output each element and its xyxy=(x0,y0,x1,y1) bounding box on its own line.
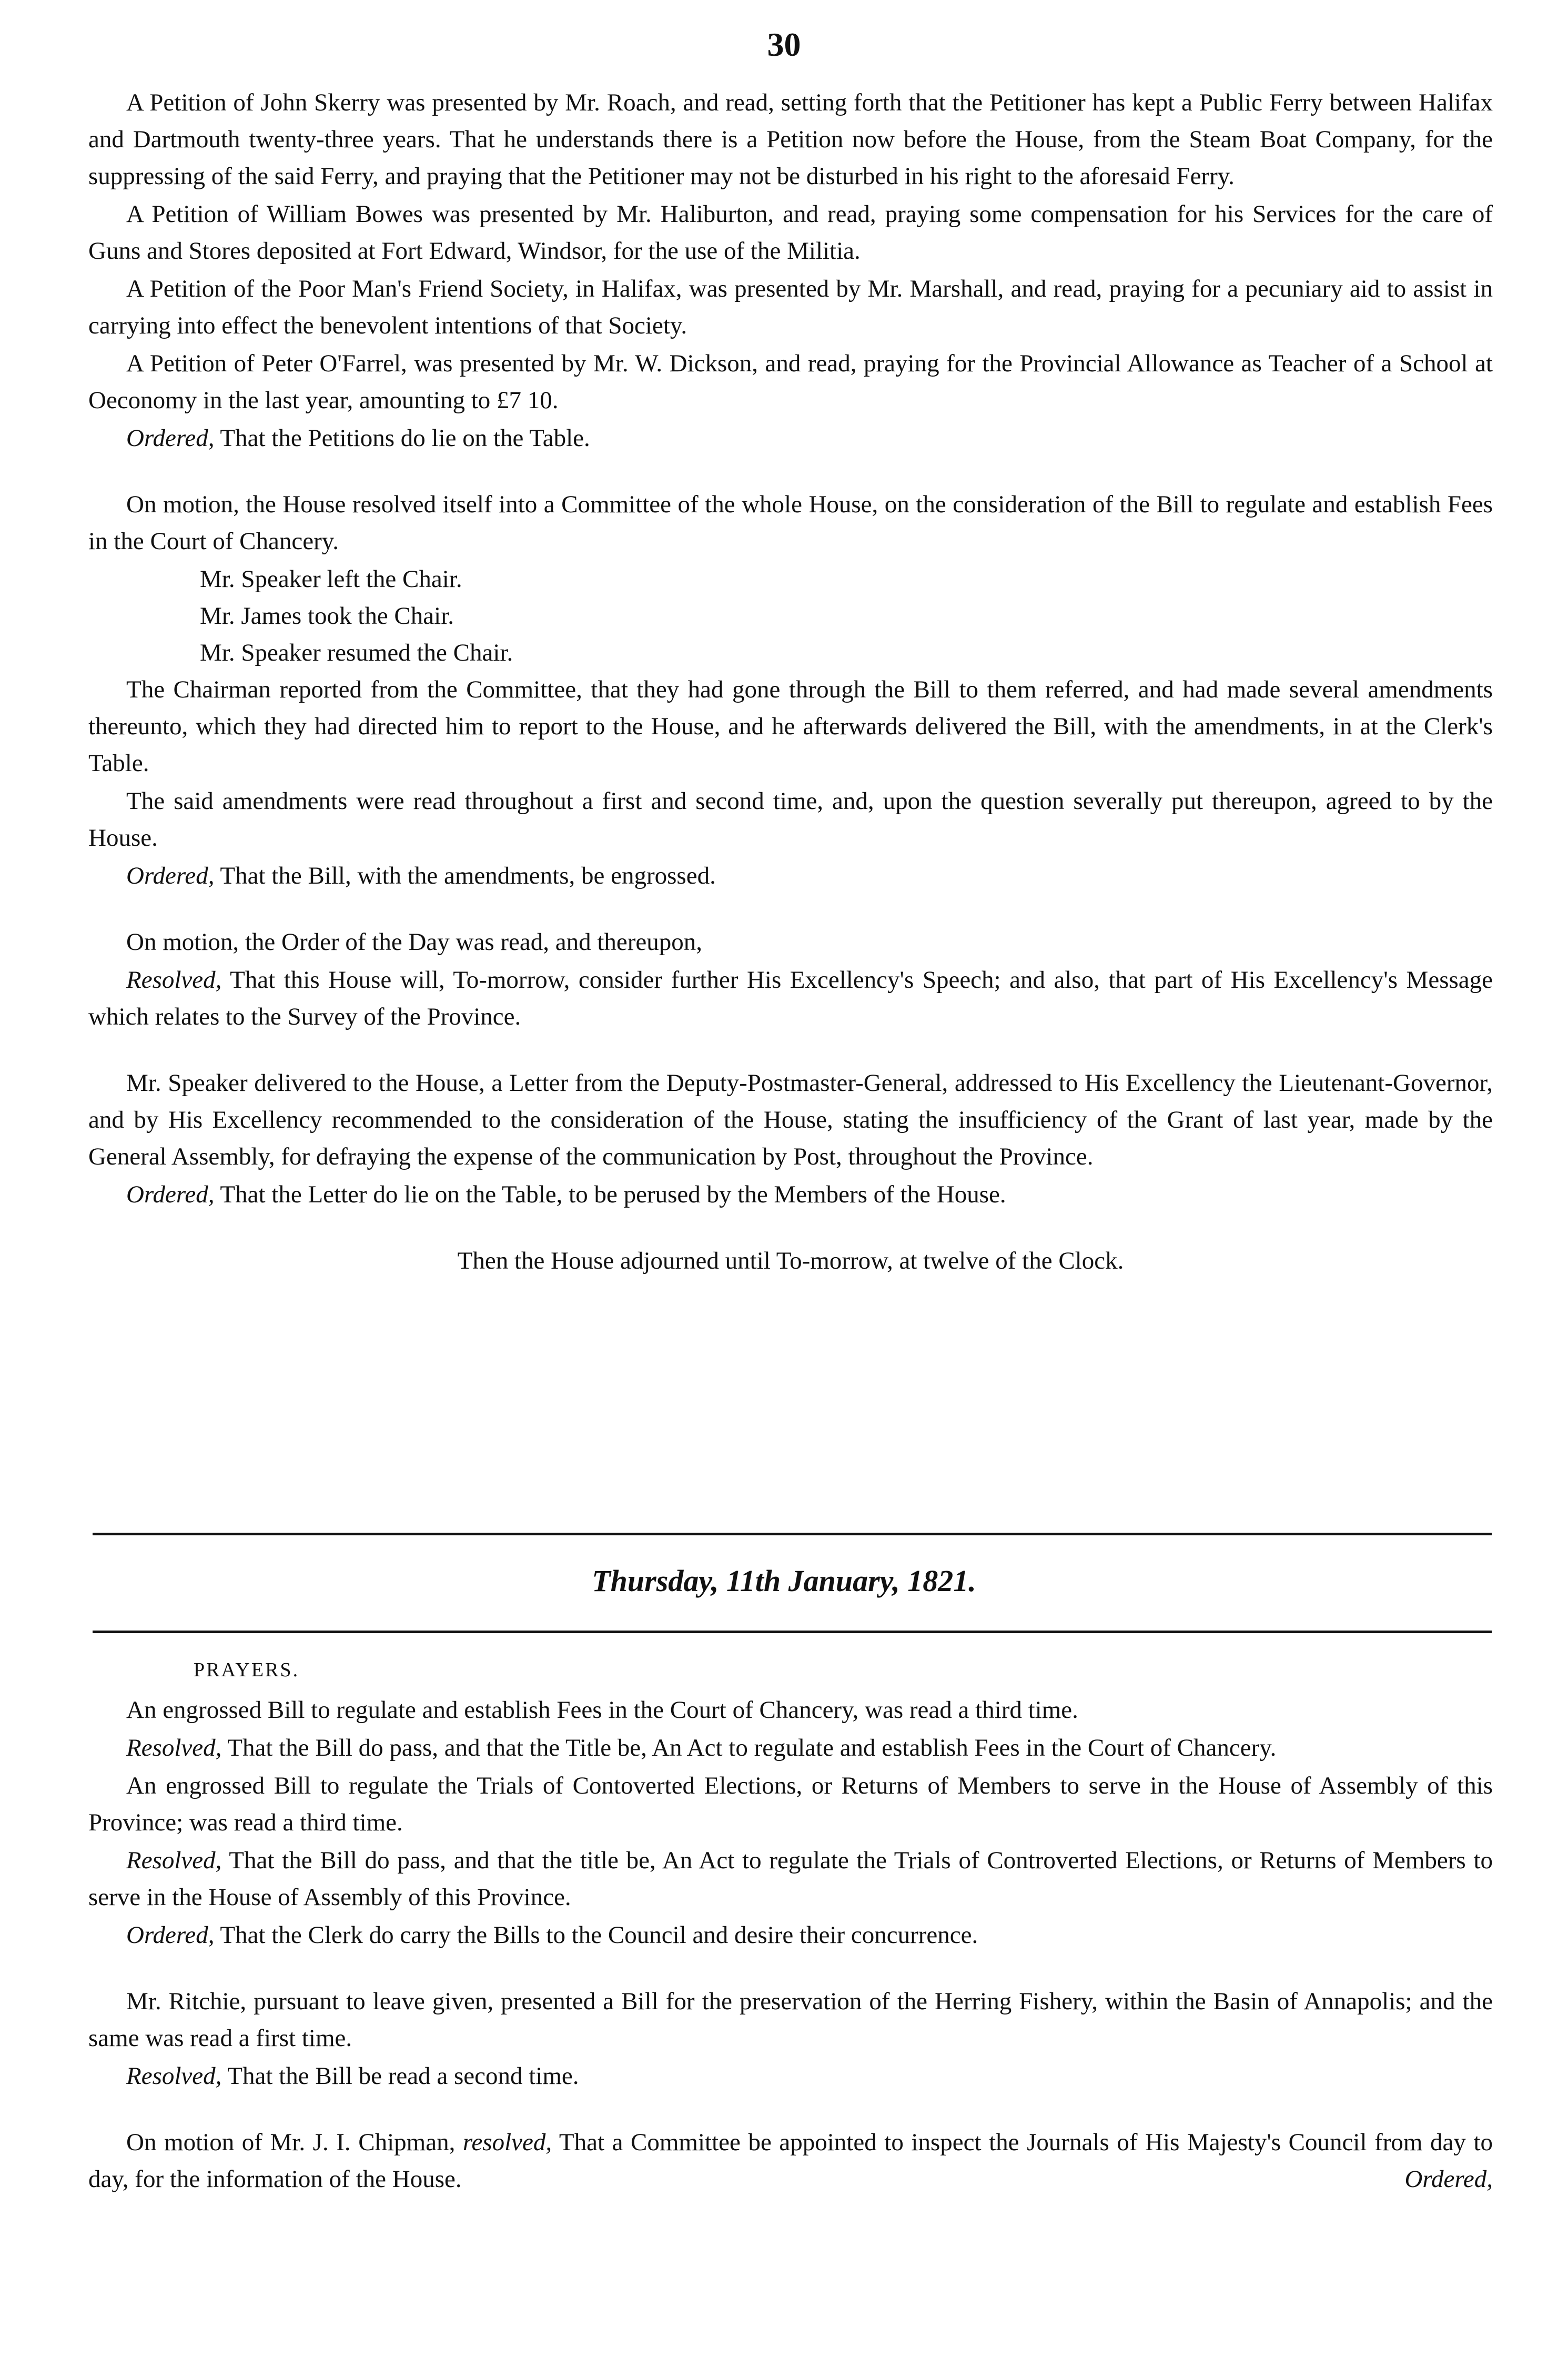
petition-ofarrel: A Petition of Peter O'Farrel, was presented by Mr. W. Dickson, and read, praying for the Provincial Allowance as Teacher of a School at Oeconomy in the last year, amounting to £7 10. xyxy=(88,350,1493,414)
amendments-read: The said amendments were read throughout a first and second time, and, upon the question severally put thereupon, agreed to by the House. xyxy=(88,787,1493,852)
proceedings-lower xyxy=(88,1652,1493,2199)
prayers-heading: PRAYERS. xyxy=(194,1659,300,1681)
resolved-second-reading xyxy=(88,2058,1493,2094)
divider-rule-bottom xyxy=(93,1631,1492,1633)
ritchie-herring-bill: Mr. Ritchie, pursuant to leave given, presented a Bill for the preservation of the Herring Fishery, within the Basin of Annapolis; and the same was read a first time. xyxy=(88,1988,1493,2052)
committee-motion: On motion, the House resolved itself into a Committee of the whole House, on the consideration of the Bill to regulate and establish Fees in the Court of Chancery. xyxy=(88,491,1493,555)
speaker-left-chair: Mr. Speaker left the Chair. xyxy=(200,565,462,593)
catchword: Ordered, xyxy=(1404,2165,1493,2193)
ordered-engrossed-text: That the Bill, with the amendments, be engrossed. xyxy=(220,862,716,889)
petition-skerry: A Petition of John Skerry was presented by Mr. Roach, and read, setting forth that the Petitioner has kept a Public Ferry between Halifax and Dartmouth twenty-three years. That he understands there is a Petition now before the House, from the Steam Boat Company, for the suppressing of the said Ferry, and praying that the Petitioner may not be disturbed in his right to the aforesaid Ferry. xyxy=(88,89,1493,190)
divider-rule-top xyxy=(93,1533,1492,1535)
chipman-motion xyxy=(88,2124,1493,2198)
postmaster-letter: Mr. Speaker delivered to the House, a Letter from the Deputy-Postmaster-General, addressed to His Excellency the Lieutenant-Governor, and by His Excellency recommended to the consideration of the House, stating the insufficiency of the Grant of last year, made by the General Assembly, for defraying the expense of the communication by Post, throughout the Province. xyxy=(88,1069,1493,1170)
ordered-letter xyxy=(88,1176,1493,1213)
chairman-report: The Chairman reported from the Committee, that they had gone through the Bill to them referred, and had made several amendments thereunto, which they had directed him to report to the House, and he afterwards delivered the Bill, with the amendments, in at the Clerk's Table. xyxy=(88,676,1493,777)
ordered-letter-text: That the Letter do lie on the Table, to be perused by the Members of the House. xyxy=(220,1181,1006,1208)
resolved-label: Resolved, xyxy=(126,1847,222,1874)
resolved-elections xyxy=(88,1842,1493,1916)
ordered-petitions-text: That the Petitions do lie on the Table. xyxy=(220,424,590,452)
chipman-motion-lead: On motion of Mr. J. I. Chipman, xyxy=(126,2129,456,2156)
resolved-label: resolved, xyxy=(462,2129,552,2156)
resolved-chancery xyxy=(88,1729,1493,1766)
ordered-petitions xyxy=(88,420,1493,457)
ordered-engrossed xyxy=(88,857,1493,894)
page-number: 30 xyxy=(767,26,801,63)
resolved-label: Resolved, xyxy=(126,2062,222,2090)
resolved-label: Resolved, xyxy=(126,966,222,994)
resolved-second-text: That the Bill be read a second time. xyxy=(227,2062,579,2090)
resolved-speech xyxy=(88,961,1493,1035)
date-heading: Thursday, 11th January, 1821. xyxy=(592,1564,976,1598)
ordered-label: Ordered, xyxy=(126,862,215,889)
ordered-label: Ordered, xyxy=(126,1921,215,1949)
resolved-label: Resolved, xyxy=(126,1734,222,1761)
petition-bowes: A Petition of William Bowes was presented by Mr. Haliburton, and read, praying some compensation for his Services for the care of Guns and Stores deposited at Fort Edward, Windsor, for the use of the Militia. xyxy=(88,200,1493,265)
proceedings-upper xyxy=(88,84,1493,1279)
chipman-motion-text: That a Committee be appointed to inspect the Journals of His Majesty's Council from day to day, for the information of the House. xyxy=(88,2129,1493,2193)
resolved-elections-text: That the Bill do pass, and that the title be, An Act to regulate the Trials of Controverted Elections, or Returns of Members to serve in the House of Assembly of this Province. xyxy=(88,1847,1493,1911)
resolved-speech-text: That this House will, To-morrow, consider further His Excellency's Speech; and also, that part of His Excellency's Message which relates to the Survey of the Province. xyxy=(88,966,1493,1030)
speaker-resumed-chair: Mr. Speaker resumed the Chair. xyxy=(200,639,513,666)
adjournment: Then the House adjourned until To-morrow, at twelve of the Clock. xyxy=(457,1247,1124,1274)
engrossed-chancery-bill: An engrossed Bill to regulate and establish Fees in the Court of Chancery, was read a third time. xyxy=(126,1696,1078,1724)
ordered-label: Ordered, xyxy=(126,424,215,452)
order-of-day: On motion, the Order of the Day was read, and thereupon, xyxy=(126,928,703,956)
ordered-clerk-text: That the Clerk do carry the Bills to the Council and desire their concurrence. xyxy=(220,1921,978,1949)
james-took-chair: Mr. James took the Chair. xyxy=(200,602,454,630)
ordered-clerk xyxy=(88,1917,1493,1953)
ordered-label: Ordered, xyxy=(126,1181,215,1208)
resolved-chancery-text: That the Bill do pass, and that the Title be, An Act to regulate and establish Fees in the Court of Chancery. xyxy=(227,1734,1277,1761)
engrossed-elections-bill: An engrossed Bill to regulate the Trials of Contoverted Elections, or Returns of Members to serve in the House of Assembly of this Province; was read a third time. xyxy=(88,1772,1493,1836)
petition-society: A Petition of the Poor Man's Friend Society, in Halifax, was presented by Mr. Marshall, and read, praying for a pecuniary aid to assist in carrying into effect the benevolent intentions of that Society. xyxy=(88,275,1493,339)
